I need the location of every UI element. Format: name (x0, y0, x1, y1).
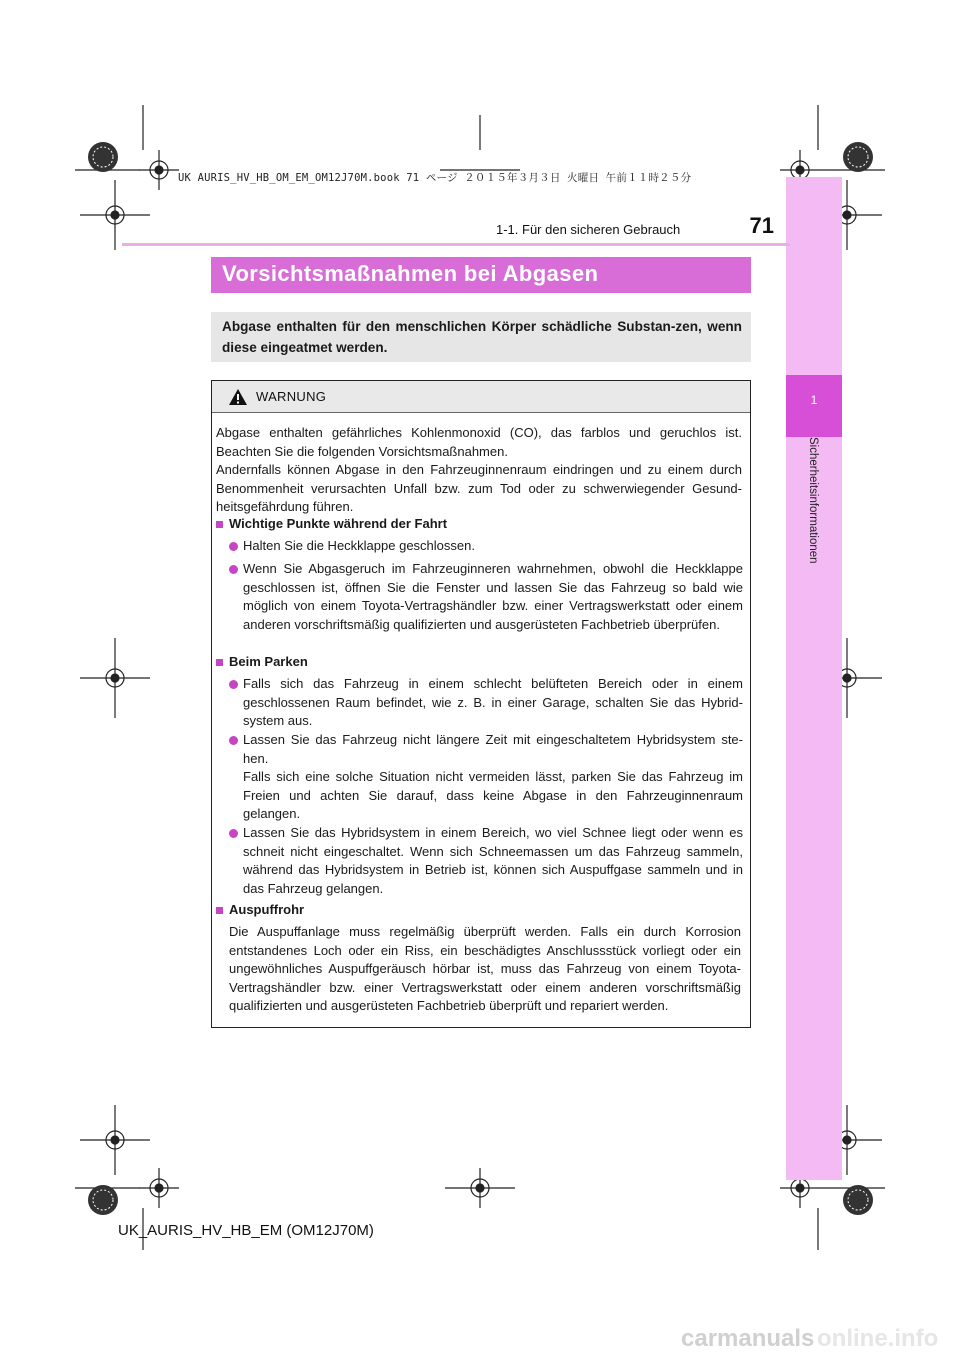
exhaust-paragraph: Die Auspuffanlage muss regelmäßig überprüft werden. Falls ein durch Korrosion entstandenes Loch oder ein Riss, ein beschädigtes Anschlussstück vorliegt oder ein ungewöhnliches Auspuffgeräusch hörbar ist, muss das Fahrzeug von einem Toyota-Vertragshändler bzw. einer Vertragswerkstatt oder einem anderen vorschriftsmäßig qualifizierten und ausgerüsteten Fachbetrieb überprüft und repariert werden. (229, 924, 741, 1014)
warning-intro-1: Abgase enthalten gefährliches Kohlenmonoxid (CO), das farblos und geruchlos ist. Beachten Sie die folgenden Vorsichtsmaßnahmen. (216, 425, 742, 459)
list-item: Halten Sie die Heckklappe geschlossen. (243, 538, 475, 553)
chapter-title (786, 437, 842, 657)
section-title: Vorsichtsmaßnahmen bei Abgasen (222, 261, 599, 286)
chapter-number: 1 (810, 393, 818, 407)
list-item-continued: Falls sich eine solche Situation nicht vermeiden lässt, parken Sie das Fahrzeug im Freien und achten Sie darauf, dass keine Abgase in den Fahrzeuginnenraum gelangen. (243, 769, 743, 822)
group-marker (216, 521, 223, 528)
section-header: 1-1. Für den sicheren Gebrauch (496, 222, 681, 237)
chapter-side-tab (786, 177, 842, 1180)
bullet-dot (229, 736, 238, 745)
bullet-dot (229, 542, 238, 551)
group-heading-driving: Wichtige Punkte während der Fahrt (229, 516, 448, 531)
crosshair-mark (80, 1105, 150, 1175)
crosshair-mark (139, 150, 179, 190)
page-footer: UK_AURIS_HV_HB_EM (OM12J70M) (118, 1222, 374, 1239)
warning-triangle-icon (228, 388, 248, 406)
bullet-dot (229, 829, 238, 838)
list-item: Falls sich das Fahrzeug in einem schlecht belüfteten Bereich oder in einem geschlossenen Raum befindet, wie z. B. in einer Garage, schalten Sie das Hybrid-system aus. (243, 676, 743, 729)
chapter-title-text: Sicherheitsinformationen (807, 437, 819, 564)
bullet-dot (229, 565, 238, 574)
group-marker (216, 907, 223, 914)
watermark-text-light: online.info (817, 1325, 939, 1352)
list-item: Lassen Sie das Fahrzeug nicht längere Zeit mit eingeschaltetem Hybridsystem ste-hen. (243, 732, 743, 766)
crosshair-mark (80, 180, 150, 250)
crosshair-mark (80, 638, 150, 718)
list-item: Lassen Sie das Hybridsystem in einem Bereich, wo viel Schnee liegt oder wenn es schneit nicht eingeschaltet. Wenn sich Schneemassen um das Fahrzeug sammeln, während das Hybridsystem in Betrieb ist, können sich Auspuffgase sammeln und in das Fahrzeug gelangen. (243, 825, 743, 896)
warning-label: WARNUNG (256, 389, 327, 404)
list-item: Wenn Sie Abgasgeruch im Fahrzeuginneren wahrnehmen, obwohl die Heckklappe geschlossen ist, öffnen Sie die Fenster und lassen Sie das Fahrzeug so bald wie möglich von einem Toyota-Vertragshändler bzw. einer Vertragswerkstatt oder einem anderen vorschriftsmäßig qualifizierten und ausgerüsteten Fachbetrieb überprüfen. (243, 561, 743, 632)
group-heading-exhaust: Auspuffrohr (229, 902, 305, 917)
warning-intro-2: Andernfalls können Abgase in den Fahrzeuginnenraum eindringen und zu einem durch Benommenheit verursachten Unfall bzw. zum Tod oder zu schwerwiegender Gesund-heitsgefährdung führen. (216, 462, 742, 515)
watermark (677, 1318, 960, 1358)
crosshair-mark (139, 1168, 179, 1208)
group-heading-parking: Beim Parken (229, 654, 308, 669)
intro-text: Abgase enthalten für den menschlichen Körper schädliche Substan-zen, wenn diese eingeatmet werden. (222, 319, 742, 355)
group-marker (216, 659, 223, 666)
header-rule (122, 243, 790, 246)
print-crop-note: UK AURIS_HV_HB_OM_EM_OM12J70M.book 71 ページ ２０１５年３月３日 火曜日 午前１１時２５分 (178, 172, 692, 184)
crosshair-mark (445, 1168, 515, 1208)
page-number: 71 (749, 213, 774, 238)
bullet-dot (229, 680, 238, 689)
watermark-text-dark: carmanuals (681, 1325, 815, 1352)
